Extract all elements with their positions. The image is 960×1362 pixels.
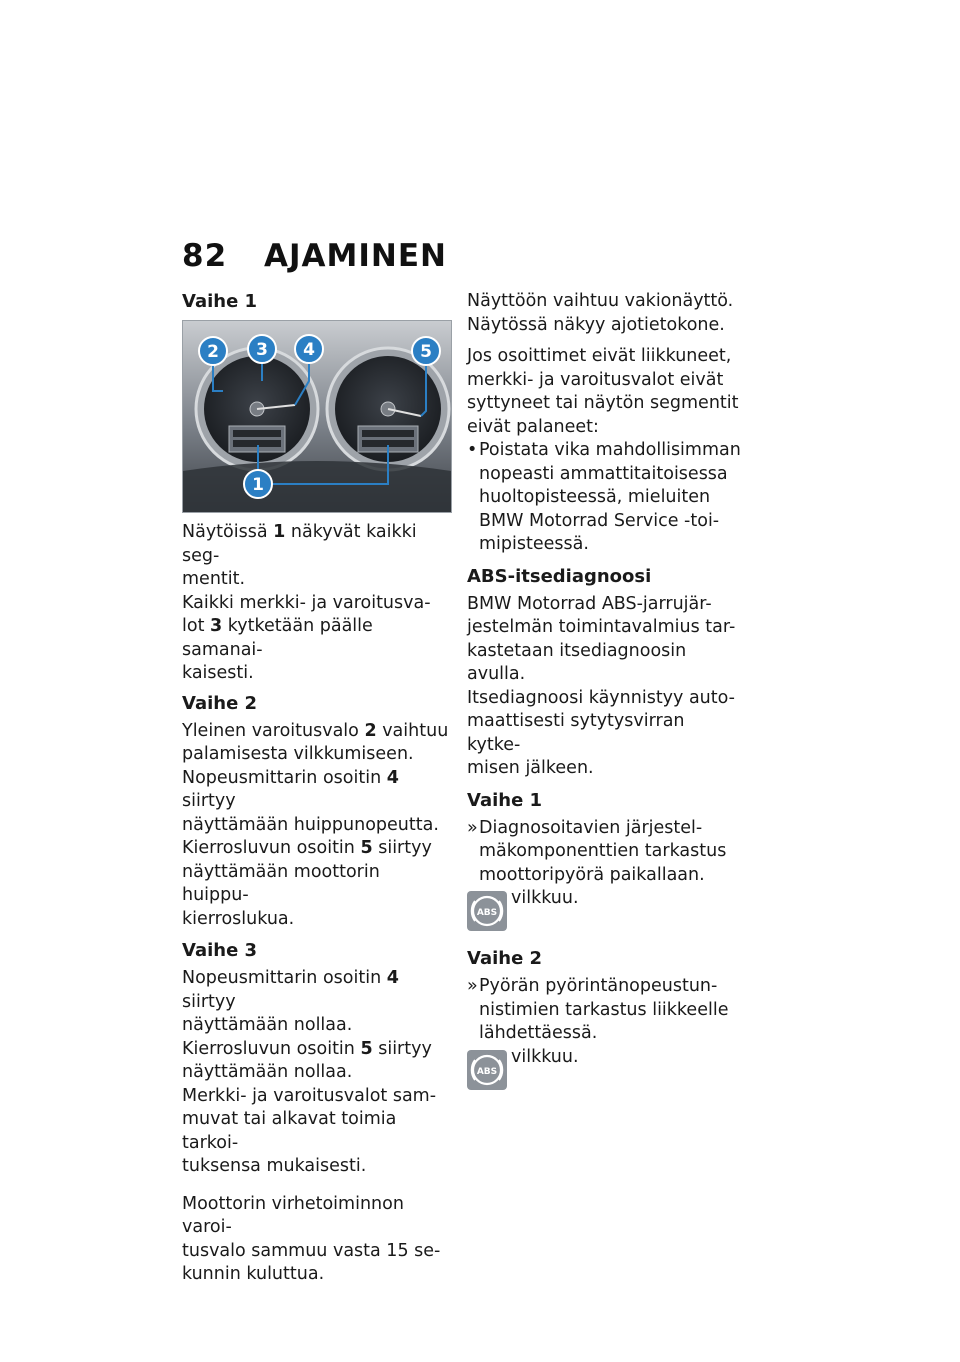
text: Diagnosoitavien järjestel- — [479, 817, 703, 838]
ref-number: 3 — [210, 616, 223, 636]
text: Näytössä näkyy ajotietokone. — [467, 314, 725, 335]
text: näyttämään nollaa. — [182, 1015, 353, 1035]
text: Nopeusmittarin osoitin — [182, 968, 382, 988]
abs-icon-label: ABS — [476, 1066, 498, 1077]
text: Pyörän pyörintänopeustun- — [479, 976, 718, 996]
abs-heading: ABS-itsediagnoosi — [467, 565, 652, 587]
page-header — [182, 238, 782, 274]
text: kunnin kuluttua. — [182, 1264, 325, 1284]
text: kastetaan itsediagnoosin avulla. — [467, 640, 687, 684]
abs-text — [467, 593, 742, 781]
callout-3-label: 3 — [256, 340, 268, 360]
list-item — [467, 439, 742, 557]
instrument-cluster-illustration — [183, 321, 451, 512]
indicator-text: vilkkuu. — [511, 1046, 579, 1067]
text: kaisesti. — [182, 663, 254, 683]
text: palamisesta vilkkumiseen. — [182, 744, 414, 764]
text: näyttämään huippunopeutta. — [182, 814, 439, 835]
text: lähdettäessä. — [479, 1023, 598, 1043]
text: Nopeusmittarin osoitin — [182, 767, 382, 788]
text: mentit. — [182, 569, 246, 589]
section-title: AJAMINEN — [264, 238, 447, 274]
text: Kierrosluvun osoitin — [182, 1038, 355, 1059]
text: Kierrosluvun osoitin — [182, 838, 355, 858]
text: Jos osoittimet eivät liikkuneet, — [467, 346, 732, 366]
ref-number: 1 — [273, 522, 286, 542]
text: eivät palaneet: — [467, 416, 599, 437]
ref-number: 2 — [364, 720, 377, 741]
fault-condition-text — [467, 345, 742, 439]
ref-number: 5 — [360, 1038, 373, 1059]
text: nopeasti ammattitaitoisessa — [479, 463, 728, 484]
abs-warning-icon — [467, 891, 507, 931]
list-item — [467, 817, 742, 888]
text: kytketään päälle samanai- — [182, 616, 373, 660]
text: Yleinen varoitusvalo — [182, 720, 359, 741]
ref-number: 4 — [386, 968, 399, 988]
text: Kaikki merkki- ja varoitusva- — [182, 592, 431, 613]
text: lot — [182, 616, 205, 636]
text: jestelmän toimintavalmius tar- — [467, 617, 736, 637]
text: huoltopisteessä, mieluiten — [479, 487, 711, 507]
step3-heading: Vaihe 3 — [182, 940, 258, 961]
text: Näytöissä — [182, 522, 268, 542]
callout-2-label: 2 — [207, 342, 219, 362]
page-number: 82 — [182, 238, 228, 274]
text: näyttämään nollaa. — [182, 1062, 353, 1082]
text: misen jälkeen. — [467, 758, 594, 778]
text: syttyneet tai näytön segmentit — [467, 393, 739, 413]
warning-light-note — [182, 1193, 452, 1287]
text: merkki- ja varoitusvalot eivät — [467, 369, 724, 390]
text: Moottorin virhetoiminnon varoi- — [182, 1193, 404, 1237]
callout-5-label: 5 — [420, 342, 432, 362]
step1-heading: Vaihe 1 — [182, 291, 258, 312]
step2-text — [182, 720, 452, 932]
text: mipisteessä. — [479, 534, 589, 554]
text: siirtyy — [182, 791, 236, 811]
text: Poistata vika mahdollisimman — [479, 440, 741, 460]
abs-step1-heading: Vaihe 1 — [467, 789, 543, 811]
callout-4-label: 4 — [303, 340, 315, 360]
text: muvat tai alkavat toimia tarkoi- — [182, 1109, 397, 1153]
text: tusvalo sammuu vasta 15 se- — [182, 1240, 441, 1261]
text: näkyvät kaikki seg- — [182, 522, 417, 566]
left-column — [182, 290, 452, 1295]
list-item — [467, 975, 742, 1046]
right-column — [467, 290, 742, 1106]
text: tuksensa mukaisesti. — [182, 1156, 367, 1176]
text: siirtyy — [372, 1038, 432, 1059]
indicator-text: vilkkuu. — [511, 888, 579, 908]
text: siirtyy — [372, 838, 432, 858]
step3-text — [182, 967, 452, 1179]
ref-number: 4 — [386, 767, 399, 788]
step1-text — [182, 521, 452, 686]
text: BMW Motorrad Service -toi- — [479, 510, 720, 531]
step2-heading: Vaihe 2 — [182, 692, 258, 714]
instrument-cluster-figure — [182, 320, 452, 513]
text: siirtyy — [182, 991, 236, 1012]
text: Merkki- ja varoitusvalot sam- — [182, 1085, 437, 1106]
text: kierroslukua. — [182, 908, 295, 929]
text: mäkomponenttien tarkastus — [479, 841, 727, 861]
abs-step2-heading: Vaihe 2 — [467, 948, 543, 969]
text: nistimien tarkastus liikkeelle — [479, 999, 729, 1020]
text: maattisesti sytytysvirran kytke- — [467, 711, 685, 755]
text: moottoripyörä paikallaan. — [479, 864, 705, 885]
abs-step2-list — [467, 975, 742, 1046]
text: Näyttöön vaihtuu vakionäyttö. — [467, 291, 734, 311]
text: BMW Motorrad ABS-jarrujär- — [467, 593, 712, 614]
ref-number: 5 — [360, 838, 373, 858]
abs-warning-icon — [467, 1050, 507, 1090]
text: Itsediagnoosi käynnistyy auto- — [467, 687, 735, 708]
text: näyttämään moottorin huippu- — [182, 861, 380, 905]
text: vaihtuu — [376, 720, 449, 741]
bullet-list — [467, 439, 742, 557]
abs-step1-list — [467, 817, 742, 888]
standard-display-text — [467, 290, 742, 337]
callout-1-label: 1 — [252, 475, 264, 495]
abs-step1-indicator — [467, 889, 742, 935]
abs-step2-indicator — [467, 1048, 742, 1094]
abs-icon-label: ABS — [476, 908, 498, 918]
